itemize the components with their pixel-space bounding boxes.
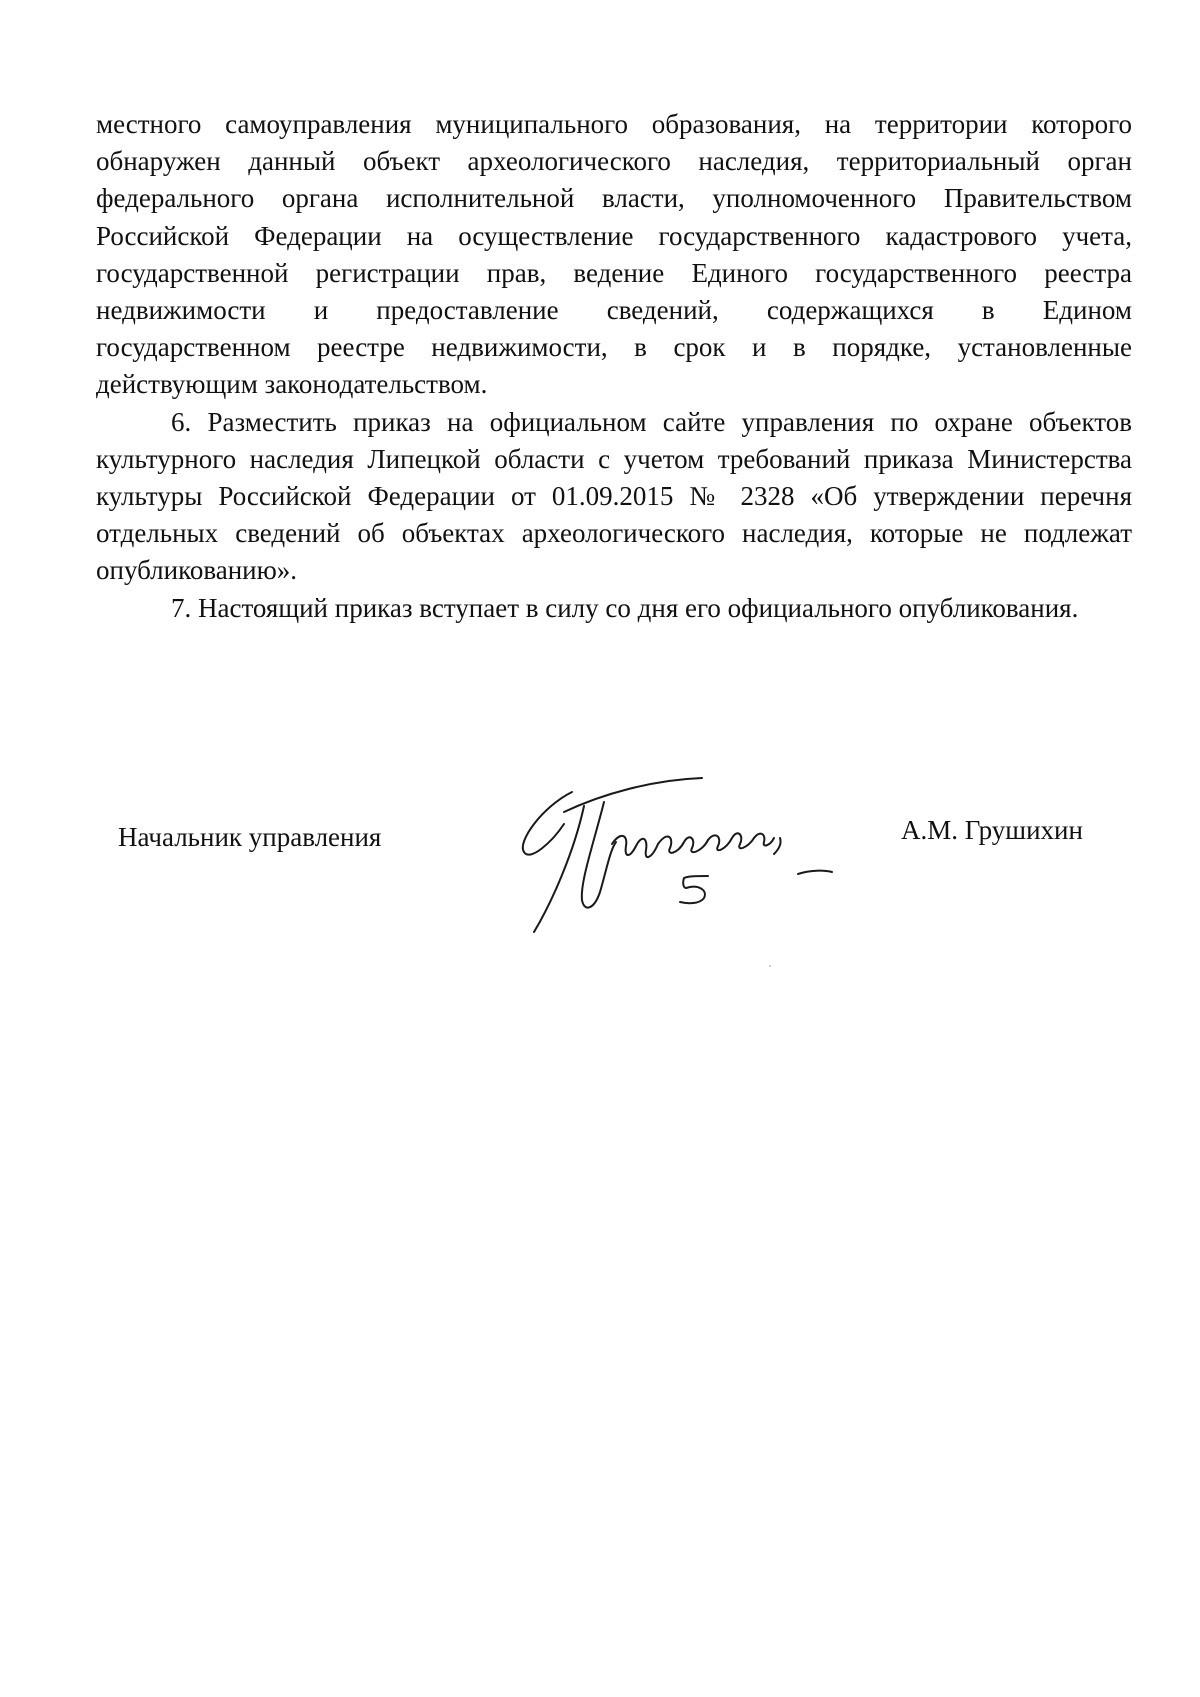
text-line: недвижимости и предоставление сведений, содержащихся в Едином xyxy=(96,295,1132,326)
text-line: культурного наследия Липецкой области с учетом требований приказа Министерства xyxy=(96,443,1132,474)
text-line: опубликованию». xyxy=(96,555,298,586)
text-line: местного самоуправления муниципального образования, на территории которого xyxy=(96,109,1132,139)
text-line: 6. Разместить приказ на официальном сайте управления по охране объектов xyxy=(171,406,1132,437)
text-line: Российской Федерации на осуществление государственного кадастрового учета, xyxy=(96,220,1132,251)
text-line: отдельных сведений об объектах археологического наследия, которые не подлежат xyxy=(96,518,1132,549)
signer-position-title: Начальник управления xyxy=(118,822,382,852)
handwritten-signature xyxy=(512,772,882,942)
text-line: культуры Российской Федерации от 01.09.2015 № 2328 «Об утверждении перечня xyxy=(96,481,1132,512)
paragraph-continuation xyxy=(96,106,1132,404)
text-line: государственном реестре недвижимости, в срок и в порядке, установленные xyxy=(96,332,1132,363)
document-body xyxy=(96,106,1132,627)
text-line: действующим законодательством. xyxy=(96,369,488,400)
paragraph-7 xyxy=(96,590,1132,627)
text-line: федерального органа исполнительной власти, уполномоченного Правительством xyxy=(96,183,1132,214)
signer-name: А.М. Грушихин xyxy=(901,815,1083,845)
scan-speck xyxy=(769,965,771,967)
text-line: 7. Настоящий приказ вступает в силу со дня его официального опубликования. xyxy=(171,592,1079,623)
paragraph-6 xyxy=(96,404,1132,590)
text-line: государственной регистрации прав, ведение Единого государственного реестра xyxy=(96,257,1132,288)
text-line: обнаружен данный объект археологического наследия, территориальный орган xyxy=(96,146,1132,177)
